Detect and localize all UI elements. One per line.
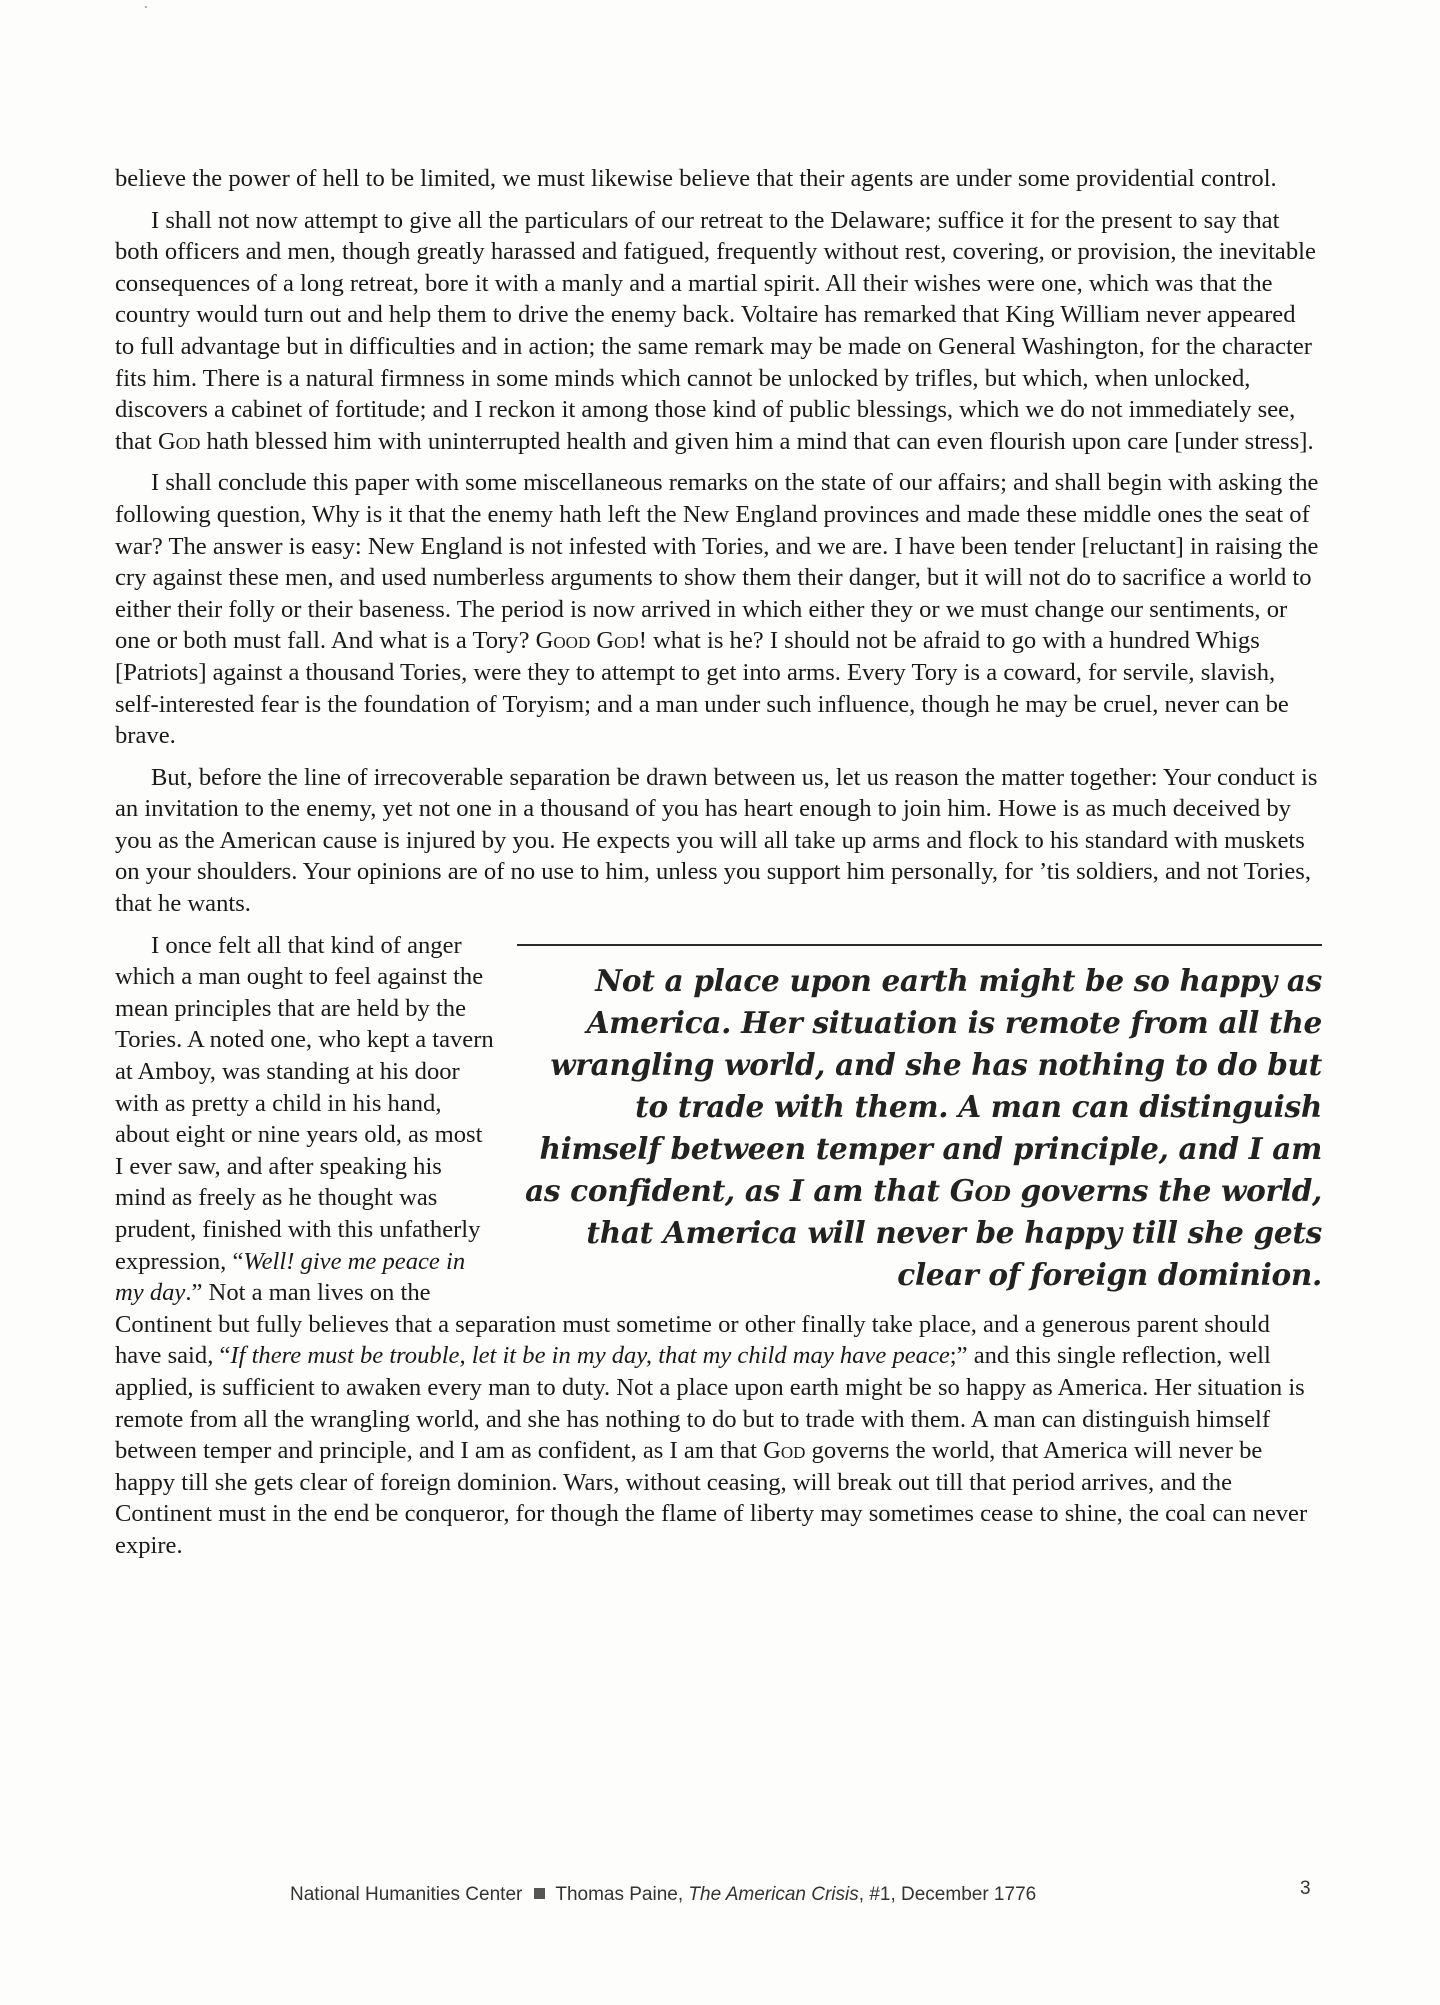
paragraph-2 bbox=[115, 205, 1320, 458]
small-caps-word: Good God bbox=[535, 627, 639, 655]
paragraph-text: I once felt all that kind of anger which a man ought to feel against the mean principles that are held by the Tories. A noted one, who kept a tavern at Amboy, was standing at his door with as pretty a child in his hand, about eight or nine years old, as most I ever saw, and after speaking his mind as freely as he thought was prudent, finished with this unfatherly expression, “ bbox=[115, 931, 494, 1275]
paragraph-text: I shall not now attempt to give all the particulars of our retreat to the Delaware; suffice it for the present to say that both officers and men, though greatly harassed and fatigued, frequently without rest, covering, or provision, the inevitable consequences of a long retreat, bore it with a manly and a martial spirit. All their wishes were one, which was that the country would turn out and help them to drive the enemy back. Voltaire has remarked that King William never appeared to full advantage but in difficulties and in action; the same remark may be made on General Washington, for the character fits him. There is a natural firmness in some minds which cannot be unlocked by trifles, but which, when unlocked, discovers a cabinet of fortitude; and I reckon it among those kind of public blessings, which we do not immediately see, that bbox=[115, 206, 1316, 455]
pull-quote-text: governs the world, that America will never be happy till she gets clear of foreign dominion. bbox=[586, 1172, 1322, 1292]
pull-quote-text: Not a place upon earth might be so happy as America. Her situation is remote from all the wrangling world, and she has nothing to do but to trade with them. A man can distinguish himself between temper and principle, and I am as confident, as I am that bbox=[525, 962, 1322, 1208]
page-number: 3 bbox=[1300, 1878, 1311, 1899]
italic-quote: If there must be trouble, let it be in my day, that my child may have peace bbox=[230, 1342, 950, 1370]
paragraph-text: But, before the line of irrecoverable separation be drawn between us, let us reason the matter together: Your conduct is an invitation to the enemy, yet not one in a thousand of you has heart enough to join him. Howe is as much deceived by you as the American cause is injured by you. He expects you will all take up arms and flock to his standard with muskets on your shoulders. Your opinions are of no use to him, unless you support him personally, for ’tis soldiers, and not Tories, that he wants. bbox=[115, 763, 1318, 918]
italic-quote: Well! give me peace in my day bbox=[115, 1247, 466, 1307]
small-caps-word: God bbox=[949, 1172, 1011, 1208]
paragraph-text: believe the power of hell to be limited, we must likewise believe that their agents are under some providential control. bbox=[115, 165, 1277, 192]
footer-author: Thomas Paine, bbox=[555, 1884, 684, 1905]
paragraph-text: .” Not a man lives on the Continent but fully believes that a separation must sometime or other finally take place, and a generous parent should have said, “ bbox=[115, 1279, 1270, 1370]
small-caps-word: God bbox=[158, 427, 201, 455]
pull-quote-box bbox=[517, 944, 1322, 1296]
small-caps-word: God bbox=[763, 1437, 806, 1465]
footer-org: National Humanities Center bbox=[290, 1884, 523, 1905]
paragraph-1 bbox=[115, 163, 1320, 195]
paragraph-5 bbox=[115, 930, 1320, 1562]
paragraph-4 bbox=[115, 762, 1320, 920]
paragraph-text: governs the world, that America will never be happy till she gets clear of foreign dominion. Wars, without ceasing, will break out till that period arrives, and the Continent must in the end be conqueror, for though the flame of liberty may sometimes cease to shine, the coal can never expire. bbox=[115, 1437, 1308, 1559]
pull-quote bbox=[517, 960, 1322, 1296]
paragraph-text: hath blessed him with uninterrupted health and given him a mind that can even flourish upon care [under stress]. bbox=[200, 427, 1314, 455]
paragraph-3 bbox=[115, 467, 1320, 751]
footer-work-title: The American Crisis bbox=[688, 1884, 859, 1905]
footer-issue: , #1, December 1776 bbox=[858, 1884, 1037, 1905]
square-bullet-icon bbox=[534, 1888, 545, 1899]
paragraph-text: ;” and this single reflection, well applied, is sufficient to awaken every man to duty. Not a place upon earth might be so happy as America. Her situation is remote from all the wrangling world, and she has nothing to do but to trade with them. A man can distinguish himself between temper and principle, and I am as confident, as I am that bbox=[115, 1342, 1305, 1465]
paragraph-text: I shall conclude this paper with some miscellaneous remarks on the state of our affairs; and shall begin with asking the following question, Why is it that the enemy hath left the New England provinces and made these middle ones the seat of war? The answer is easy: New England is not infested with Tories, and we are. I have been tender [reluctant] in raising the cry against these men, and used numberless arguments to show them their danger, but it will not do to sacrifice a world to either their folly or their baseness. The period is now arrived in which either they or we must change our sentiments, or one or both must fall. And what is a Tory? bbox=[115, 469, 1319, 655]
page-footer bbox=[290, 1884, 1190, 1906]
paragraph-text: ! what is he? I should not be afraid to go with a hundred Whigs [Patriots] against a thousand Tories, were they to attempt to get into arms. Every Tory is a coward, for servile, slavish, self-interested fear is the foundation of Toryism; and a man under such influence, though he may be cruel, never can be brave. bbox=[115, 627, 1289, 750]
scan-speck bbox=[145, 6, 147, 8]
pull-quote-rule bbox=[517, 944, 1322, 946]
body-text bbox=[115, 163, 1320, 1572]
